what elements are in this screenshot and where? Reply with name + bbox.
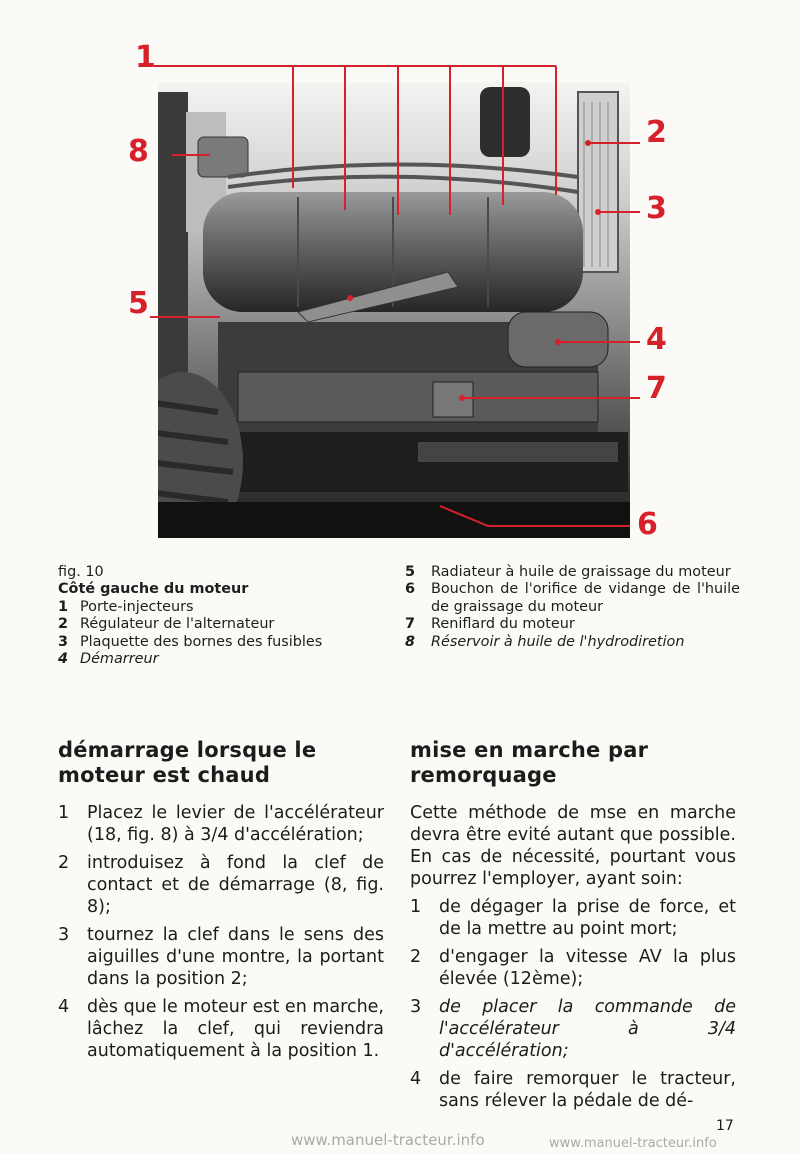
section-hot-start [58, 738, 384, 1068]
caption-item [58, 616, 388, 633]
step-number: 2 [410, 947, 422, 967]
callout-8: 8 [128, 134, 149, 169]
caption-item-number: 4 [58, 651, 69, 668]
caption-item-text: Démarreur [80, 651, 159, 668]
caption-item [405, 634, 740, 651]
step-text: d'engager la vitesse AV la plus élevée (12ème); [439, 947, 736, 989]
callout-5: 5 [128, 286, 149, 321]
page-number: 17 [716, 1118, 734, 1134]
section-intro: Cette méthode de mse en marche devra être evité autant que possible. En cas de nécessité, pourtant vous pourrez l'employer, ayant soin: [410, 803, 736, 889]
step-text: de faire remorquer le tracteur, sans rélever la pédale de dé- [439, 1069, 736, 1111]
caption-item-number: 8 [405, 633, 416, 650]
caption-item [58, 599, 388, 616]
step-number: 1 [410, 897, 422, 917]
caption-item-number: 3 [58, 633, 69, 650]
section-heading: démarrage lorsque le moteur est chaud [58, 738, 317, 787]
figure-caption-right [405, 564, 740, 651]
step-item [58, 924, 384, 990]
caption-item-number: 1 [58, 598, 69, 615]
step-item [58, 996, 384, 1062]
step-text: de placer la commande de l'accélérateur à 3/4 d'accélération; [439, 997, 736, 1061]
step-number: 4 [410, 1069, 422, 1089]
callout-2: 2 [646, 115, 667, 150]
step-text: introduisez à fond la clef de contact et de démarrage (8, fig. 8); [87, 853, 384, 917]
caption-item-text: Régulateur de l'alternateur [80, 616, 275, 633]
watermark: www.manuel-tracteur.info [549, 1136, 717, 1151]
step-item [58, 852, 384, 918]
caption-item [405, 581, 740, 616]
step-item [410, 1068, 736, 1112]
section-heading: mise en marche par remorquage [410, 738, 649, 787]
step-text: Placez le levier de l'accélérateur (18, fig. 8) à 3/4 d'accélération; [87, 803, 384, 845]
caption-item-text: Réservoir à huile de l'hydrodiretion [431, 633, 685, 650]
caption-item [405, 564, 740, 581]
callout-1: 1 [135, 40, 156, 75]
section-tow-start [410, 738, 736, 1118]
caption-item-text: Porte-injecteurs [80, 598, 194, 615]
caption-item-text: Bouchon de l'orifice de vidange de l'huile de graissage du moteur [431, 581, 740, 615]
step-number: 1 [58, 803, 70, 823]
step-number: 3 [410, 997, 422, 1017]
callout-6: 6 [637, 507, 658, 542]
step-text: tournez la clef dans le sens des aiguilles d'une montre, la portant dans la position 2; [87, 925, 384, 989]
step-number: 3 [58, 925, 70, 945]
step-list [58, 802, 384, 1062]
caption-item [58, 634, 388, 651]
watermark: www.manuel-tracteur.info [291, 1131, 485, 1149]
engine-illustration [158, 82, 630, 538]
caption-item-number: 2 [58, 616, 69, 633]
caption-item-text: Reniflard du moteur [431, 616, 575, 633]
step-number: 2 [58, 853, 70, 873]
caption-item-number: 6 [405, 581, 416, 598]
step-item [410, 896, 736, 940]
figure-title: Côté gauche du moteur [58, 581, 249, 598]
step-item [58, 802, 384, 846]
callout-3: 3 [646, 191, 667, 226]
figure-caption-left [58, 564, 388, 668]
step-text: de dégager la prise de force, et de la mettre au point mort; [439, 897, 736, 939]
caption-item-text: Radiateur à huile de graissage du moteur [431, 564, 731, 580]
caption-item [58, 651, 388, 668]
step-item [410, 996, 736, 1062]
callout-4: 4 [646, 322, 667, 357]
step-number: 4 [58, 997, 70, 1017]
caption-item-text: Plaquette des bornes des fusibles [80, 633, 323, 650]
callout-7: 7 [646, 371, 667, 406]
step-item [410, 946, 736, 990]
caption-item [405, 616, 740, 633]
caption-item-number: 7 [405, 616, 416, 633]
engine-photo [158, 82, 630, 538]
step-list [410, 896, 736, 1112]
figure-label: fig. 10 [58, 564, 104, 580]
caption-item-number: 5 [405, 564, 416, 580]
step-text: dès que le moteur est en marche, lâchez la clef, qui reviendra automatiquement à la position 1. [87, 997, 384, 1061]
